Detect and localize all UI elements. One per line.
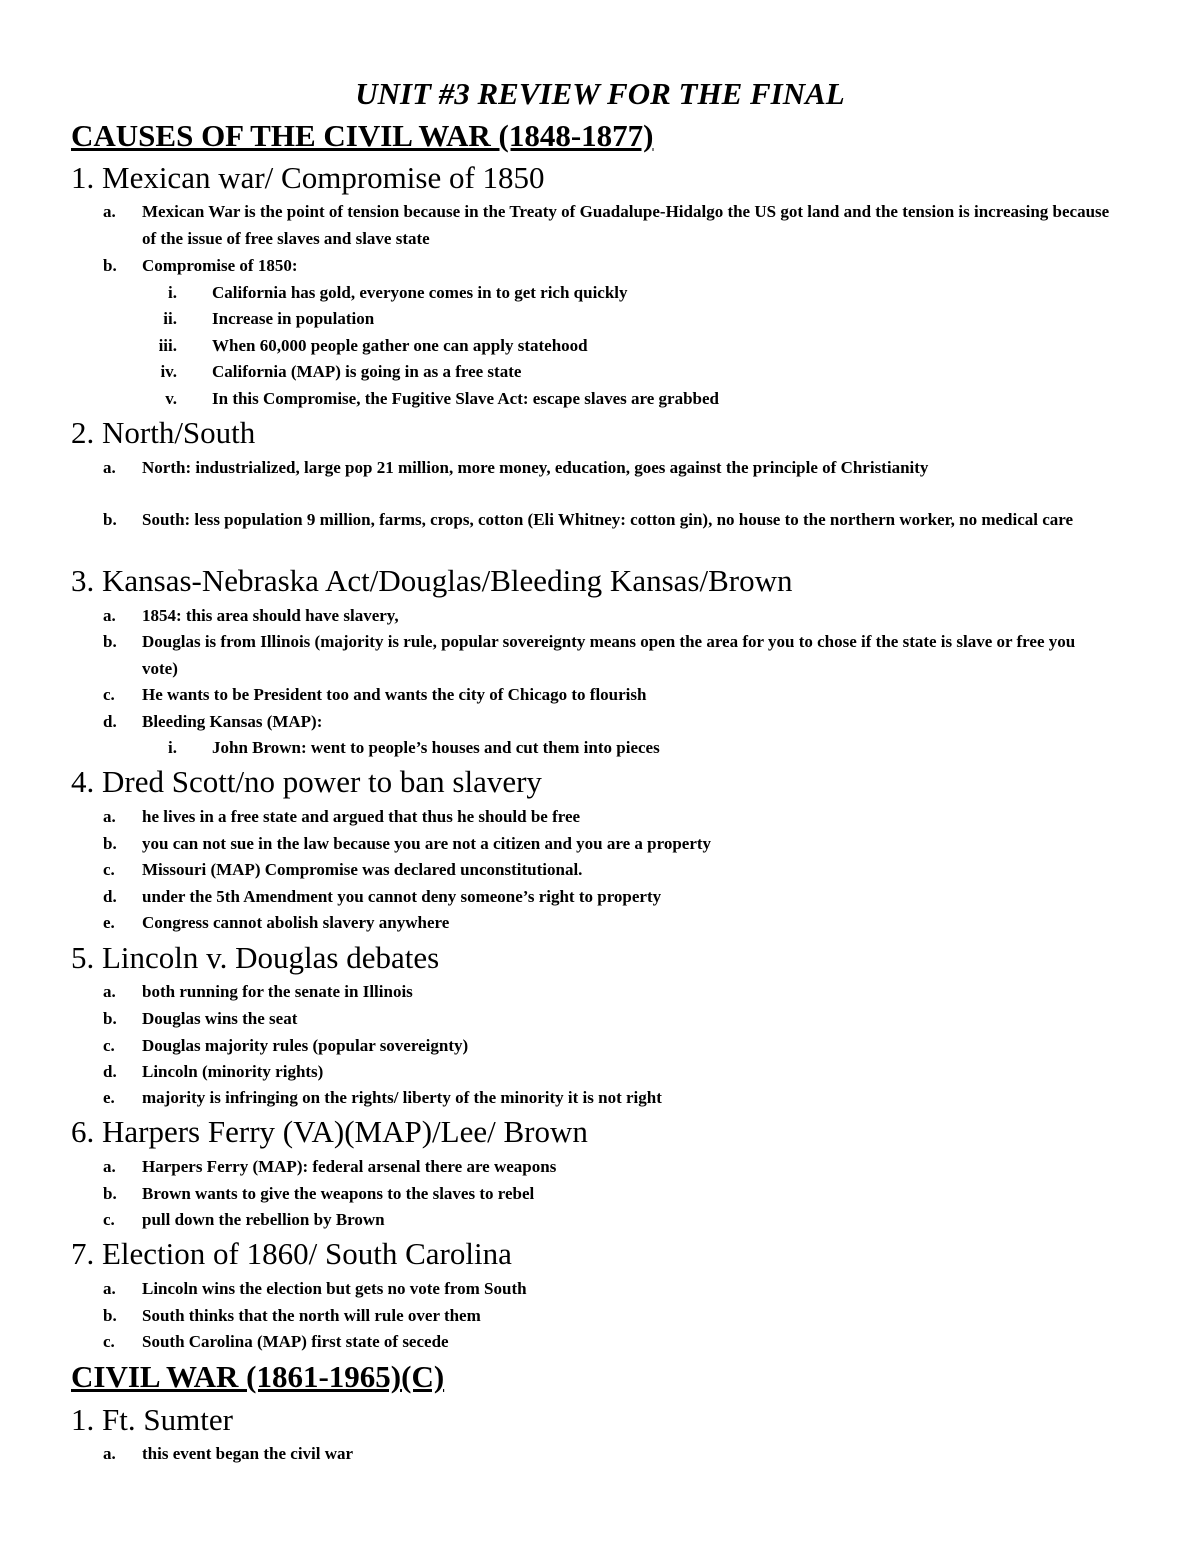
list-item [103,603,1113,630]
list-marker: b. [103,1184,117,1203]
list-marker: ii. [163,309,177,328]
list-item-text: you can not sue in the law because you are not a citizen and you are a property [142,834,712,853]
list-item [103,1033,1113,1060]
list-item [103,910,1113,937]
list-marker: d. [103,1062,117,1081]
list-item-text: He wants to be President too and wants the city of Chicago to flourish [142,685,647,704]
list-item [103,1207,1113,1234]
list-item-text: Douglas is from Illinois (majority is rule, popular sovereignty means open the area for you to chose if the state is slave or free you vote) [142,632,1076,678]
list-item [103,1303,1113,1330]
list-item-text: Douglas wins the seat [142,1009,298,1028]
list-item-text: Missouri (MAP) Compromise was declared unconstitutional. [142,860,583,879]
list-marker: i. [168,283,177,302]
list-marker: a. [103,982,116,1001]
list-item-text: majority is infringing on the rights/ liberty of the minority it is not right [142,1088,662,1107]
topic-heading: 5. Lincoln v. Douglas debates [71,940,440,975]
list-marker: i. [168,738,177,757]
topic-heading: 6. Harpers Ferry (VA)(MAP)/Lee/ Brown [71,1114,588,1149]
list-marker: e. [103,913,115,932]
list-item-text: South: less population 9 million, farms, crops, cotton (Eli Whitney: cotton gin), no house to the northern worker, no medical care [142,510,1074,529]
list-item [103,1006,1113,1033]
list-item [103,709,1113,736]
topic-heading: 1. Mexican war/ Compromise of 1850 [71,160,545,195]
list-item-text: John Brown: went to people’s houses and cut them into pieces [212,738,660,757]
list-item [103,1154,1113,1181]
sub-list-item [103,359,1113,386]
list-item [103,507,1113,534]
topic-heading: 2. North/South [71,415,256,450]
list-item [103,253,1113,280]
list-marker: c. [103,1036,115,1055]
list-marker: c. [103,1210,115,1229]
list-item [103,831,1113,858]
list-item [103,1181,1113,1208]
sub-list-item [103,306,1113,333]
list-item-text: South thinks that the north will rule over them [142,1306,481,1325]
list-marker: d. [103,887,117,906]
list-item-text: Congress cannot abolish slavery anywhere [142,913,450,932]
list-item [103,979,1113,1006]
list-item [103,1329,1113,1356]
list-item-text: both running for the senate in Illinois [142,982,413,1001]
sub-list-item [103,333,1113,360]
list-item [103,629,1113,682]
list-marker: iii. [158,336,177,355]
list-marker: v. [165,389,177,408]
list-marker: b. [103,632,117,651]
list-marker: iv. [160,362,177,381]
list-marker: a. [103,606,116,625]
list-item [103,1276,1113,1303]
list-item [103,682,1113,709]
list-marker: a. [103,1279,116,1298]
list-marker: d. [103,712,117,731]
list-item [103,455,1113,482]
section-heading: CIVIL WAR (1861-1965)(C) [71,1359,445,1394]
document-title: UNIT #3 REVIEW FOR THE FINAL [355,76,845,111]
list-item [103,1059,1113,1086]
sub-list-item [103,386,1113,413]
list-item-text: Mexican War is the point of tension because in the Treaty of Guadalupe-Hidalgo the US got land and the tension is increasing because of the issue of free slaves and slave state [142,202,1110,248]
list-marker: c. [103,1332,115,1351]
list-item [103,884,1113,911]
list-item-text: Lincoln (minority rights) [142,1062,324,1081]
topic-heading: 4. Dred Scott/no power to ban slavery [71,764,542,799]
list-item-text: this event began the civil war [142,1444,354,1463]
sub-list-item [103,735,1113,762]
list-item-text: he lives in a free state and argued that thus he should be free [142,807,581,826]
list-marker: c. [103,860,115,879]
list-item-text: Bleeding Kansas (MAP): [142,712,323,731]
list-item-text: In this Compromise, the Fugitive Slave Act: escape slaves are grabbed [212,389,719,408]
list-item-text: California has gold, everyone comes in to get rich quickly [212,283,628,302]
list-marker: b. [103,834,117,853]
list-marker: b. [103,256,117,275]
list-item-text: Harpers Ferry (MAP): federal arsenal there are weapons [142,1157,557,1176]
list-item-text: Brown wants to give the weapons to the slaves to rebel [142,1184,535,1203]
topic-heading: 1. Ft. Sumter [71,1402,233,1437]
list-marker: a. [103,807,116,826]
sub-list-item [103,280,1113,307]
list-item [103,804,1113,831]
list-item [103,1441,1113,1468]
list-marker: b. [103,510,117,529]
list-item [103,857,1113,884]
list-item-text: pull down the rebellion by Brown [142,1210,385,1229]
list-marker: b. [103,1306,117,1325]
list-item-text: 1854: this area should have slavery, [142,606,399,625]
list-marker: e. [103,1088,115,1107]
section-heading: CAUSES OF THE CIVIL WAR (1848-1877) [71,118,654,153]
list-marker: c. [103,685,115,704]
list-item-text: Douglas majority rules (popular sovereignty) [142,1036,469,1055]
list-item-text: Increase in population [212,309,375,328]
topic-heading: 7. Election of 1860/ South Carolina [71,1236,512,1271]
list-marker: b. [103,1009,117,1028]
list-marker: a. [103,202,116,221]
list-marker: a. [103,1444,116,1463]
list-item-text: California (MAP) is going in as a free state [212,362,522,381]
list-item [103,199,1113,252]
list-item-text: Compromise of 1850: [142,256,298,275]
list-item-text: North: industrialized, large pop 21 million, more money, education, goes against the principle of Christianity [142,458,929,477]
topic-heading: 3. Kansas-Nebraska Act/Douglas/Bleeding Kansas/Brown [71,563,793,598]
list-item [103,1085,1113,1112]
list-item-text: South Carolina (MAP) first state of secede [142,1332,449,1351]
list-marker: a. [103,458,116,477]
list-item-text: under the 5th Amendment you cannot deny someone’s right to property [142,887,662,906]
list-marker: a. [103,1157,116,1176]
list-item-text: Lincoln wins the election but gets no vote from South [142,1279,527,1298]
list-item-text: When 60,000 people gather one can apply statehood [212,336,588,355]
